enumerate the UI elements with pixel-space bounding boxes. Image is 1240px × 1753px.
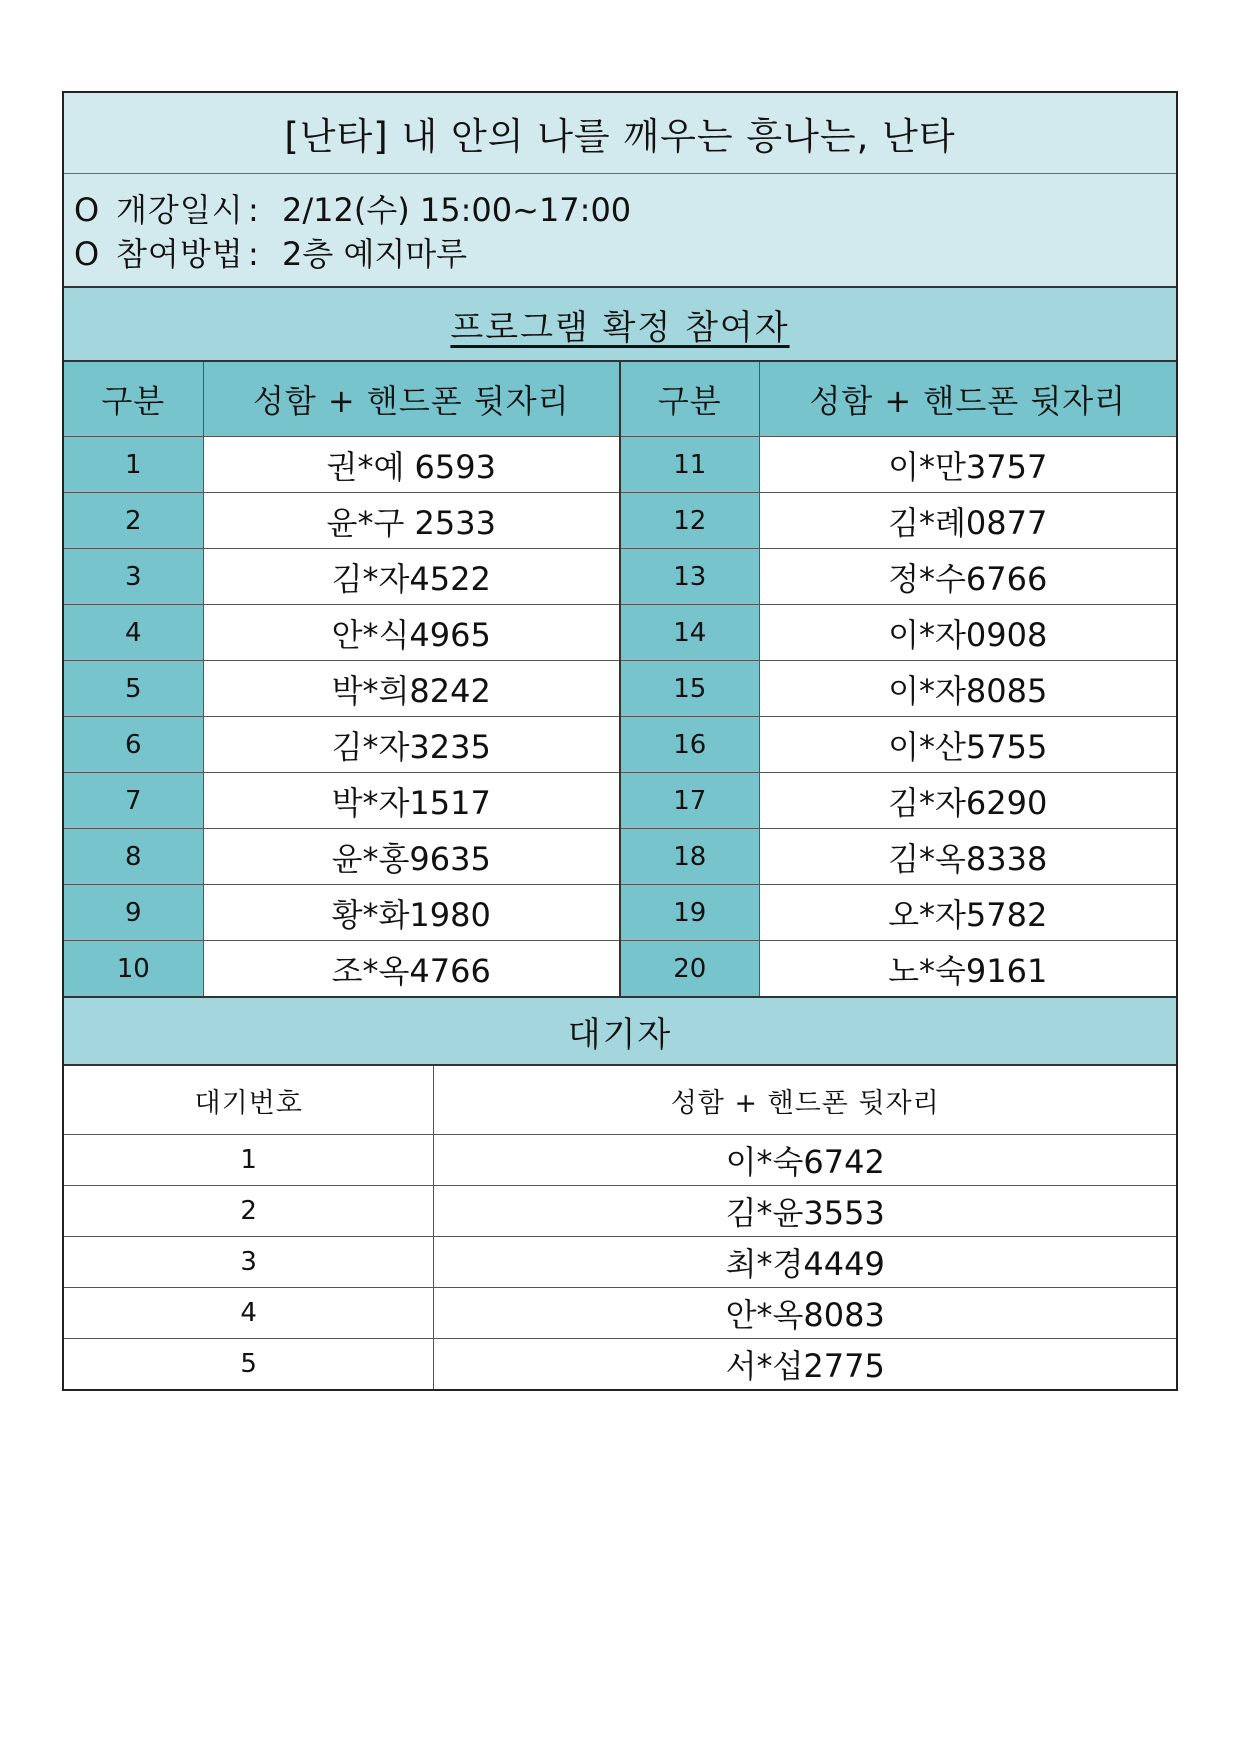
participant-number: 15 — [620, 661, 759, 717]
participant-number: 4 — [64, 605, 203, 661]
participant-number: 5 — [64, 661, 203, 717]
participant-number: 14 — [620, 605, 759, 661]
info-label: 개강일시 — [116, 191, 244, 229]
participant-name: 김*자6290 — [759, 773, 1176, 829]
participant-name: 박*희8242 — [203, 661, 620, 717]
waiting-name: 최*경4449 — [434, 1237, 1176, 1288]
table-row — [64, 493, 1176, 549]
participant-number: 9 — [64, 885, 203, 941]
column-header-name: 성함 + 핸드폰 뒷자리 — [434, 1066, 1176, 1135]
participant-name: 황*화1980 — [203, 885, 620, 941]
column-header-num: 구분 — [64, 362, 203, 437]
participant-name: 김*자3235 — [203, 717, 620, 773]
participant-number: 7 — [64, 773, 203, 829]
participant-number: 11 — [620, 437, 759, 493]
confirmed-heading-text: 프로그램 확정 참여자 — [450, 307, 790, 348]
table-row — [64, 437, 1176, 493]
participant-name: 조*옥4766 — [203, 941, 620, 997]
waiting-number: 1 — [64, 1135, 434, 1186]
column-header-wait-num: 대기번호 — [64, 1066, 434, 1135]
participant-name: 오*자5782 — [759, 885, 1176, 941]
participant-number: 20 — [620, 941, 759, 997]
participant-number: 19 — [620, 885, 759, 941]
table-row — [64, 773, 1176, 829]
participant-number: 1 — [64, 437, 203, 493]
waiting-name: 이*숙6742 — [434, 1135, 1176, 1186]
column-header-num: 구분 — [620, 362, 759, 437]
info-label: 참여방법 — [116, 235, 244, 273]
table-row — [64, 717, 1176, 773]
info-bullet: O — [74, 191, 100, 229]
participant-name: 안*식4965 — [203, 605, 620, 661]
participant-name: 윤*구 2533 — [203, 493, 620, 549]
confirmed-table — [64, 362, 1176, 996]
participant-number: 12 — [620, 493, 759, 549]
table-row — [64, 605, 1176, 661]
column-header-name: 성함 + 핸드폰 뒷자리 — [203, 362, 620, 437]
waiting-number: 3 — [64, 1237, 434, 1288]
participant-name: 윤*홍9635 — [203, 829, 620, 885]
waiting-number: 5 — [64, 1339, 434, 1390]
waiting-heading — [64, 996, 1176, 1066]
table-row — [64, 941, 1176, 997]
participant-number: 10 — [64, 941, 203, 997]
participant-name: 김*례0877 — [759, 493, 1176, 549]
waiting-heading-text: 대기자 — [567, 1014, 673, 1055]
waiting-name: 김*윤3553 — [434, 1186, 1176, 1237]
participant-number: 3 — [64, 549, 203, 605]
table-row — [64, 1186, 1176, 1237]
info-separator: : — [248, 235, 259, 273]
participant-number: 17 — [620, 773, 759, 829]
participant-name: 이*산5755 — [759, 717, 1176, 773]
waiting-number: 4 — [64, 1288, 434, 1339]
table-row — [64, 1135, 1176, 1186]
table-row — [64, 549, 1176, 605]
table-row — [64, 1237, 1176, 1288]
table-row — [64, 885, 1176, 941]
participant-name: 이*자8085 — [759, 661, 1176, 717]
participant-name: 박*자1517 — [203, 773, 620, 829]
info-line-schedule — [74, 188, 1176, 232]
participant-name: 권*예 6593 — [203, 437, 620, 493]
waiting-name: 서*섭2775 — [434, 1339, 1176, 1390]
info-line-location — [74, 232, 1176, 276]
table-row — [64, 661, 1176, 717]
info-separator: : — [248, 191, 259, 229]
info-value: 2층 예지마루 — [282, 235, 468, 273]
participant-number: 6 — [64, 717, 203, 773]
info-bullet: O — [74, 235, 100, 273]
participant-name: 노*숙9161 — [759, 941, 1176, 997]
participant-name: 이*자0908 — [759, 605, 1176, 661]
waiting-table — [64, 1066, 1176, 1389]
participant-number: 8 — [64, 829, 203, 885]
participant-number: 18 — [620, 829, 759, 885]
waiting-name: 안*옥8083 — [434, 1288, 1176, 1339]
page-title: [난타] 내 안의 나를 깨우는 흥나는, 난타 — [64, 93, 1176, 174]
participant-number: 16 — [620, 717, 759, 773]
participant-name: 김*자4522 — [203, 549, 620, 605]
info-block — [64, 174, 1176, 288]
table-row — [64, 1288, 1176, 1339]
participant-name: 정*수6766 — [759, 549, 1176, 605]
participant-name: 김*옥8338 — [759, 829, 1176, 885]
column-header-name: 성함 + 핸드폰 뒷자리 — [759, 362, 1176, 437]
table-row — [64, 1339, 1176, 1390]
participant-number: 2 — [64, 493, 203, 549]
table-header-row — [64, 1066, 1176, 1135]
waiting-number: 2 — [64, 1186, 434, 1237]
participant-name: 이*만3757 — [759, 437, 1176, 493]
roster-sheet — [62, 91, 1178, 1391]
info-value: 2/12(수) 15:00~17:00 — [282, 191, 632, 229]
table-row — [64, 829, 1176, 885]
participant-number: 13 — [620, 549, 759, 605]
table-header-row — [64, 362, 1176, 437]
confirmed-heading — [64, 288, 1176, 362]
